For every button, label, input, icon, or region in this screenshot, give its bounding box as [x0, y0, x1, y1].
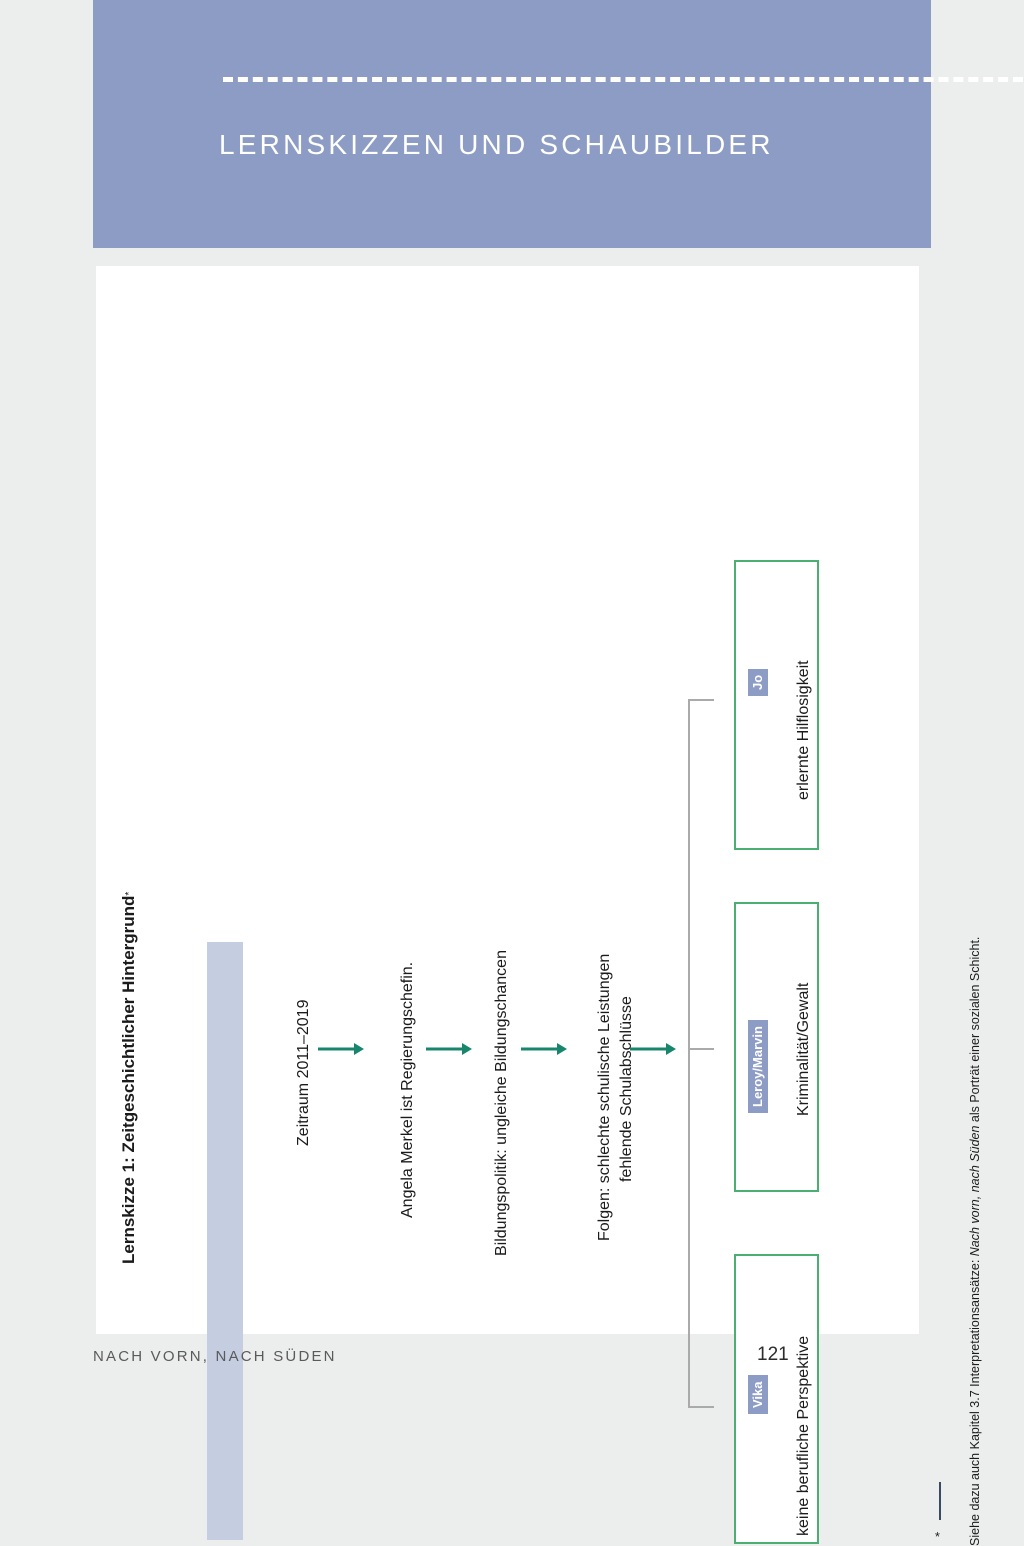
- bracket-branch-middle: [688, 1048, 714, 1050]
- footnote-rule: [939, 1482, 941, 1520]
- bracket-branch-bottom: [688, 1406, 714, 1408]
- bracket-branch-top: [688, 699, 714, 701]
- footer-page-number: 121: [757, 1344, 789, 1365]
- flow-step-2-label: Angela Merkel ist Regierungschefin.: [399, 961, 416, 1218]
- outcome-text-leroy-marvin: Kriminalität/Gewalt: [795, 982, 812, 1116]
- outcome-name-vika: Vika: [748, 1375, 768, 1414]
- page-title: LERNSKIZZEN UND SCHAUBILDER: [219, 129, 774, 160]
- footer-book-title: NACH VORN, NACH SÜDEN: [93, 1348, 337, 1365]
- outcome-name-jo: Jo: [748, 669, 768, 696]
- flow-step-1-label: Zeitraum 2011–2019: [295, 999, 312, 1146]
- flow-arrow-4: [630, 1042, 676, 1056]
- footnote-marker: *: [935, 1530, 940, 1544]
- figure-title-bar: [207, 942, 243, 1540]
- footnote-text-after: als Porträt einer sozialen Schicht.: [968, 936, 982, 1126]
- flow-step-4-line2-label: fehlende Schulabschlüsse: [618, 996, 635, 1182]
- footnote-text-italic: Nach vorn, nach Süden: [968, 1125, 982, 1257]
- header-band: [93, 0, 931, 248]
- figure-title: [111, 676, 147, 1274]
- footnote-text-before: Siehe dazu auch Kapitel 3.7 Interpretationsansätze:: [968, 1256, 982, 1546]
- footnote-text: [968, 937, 982, 1546]
- figure-title-marker: *: [123, 891, 135, 896]
- flow-arrow-1: [318, 1042, 364, 1056]
- header-dashed-rule: [223, 77, 1023, 82]
- outcome-name-leroy-marvin: Leroy/Marvin: [748, 1020, 768, 1113]
- outcome-text-jo: erlernte Hilflosigkeit: [795, 660, 812, 800]
- flow-arrow-3: [521, 1042, 567, 1056]
- flow-step-3-label: Bildungspolitik: ungleiche Bildungschancen: [493, 950, 510, 1256]
- bracket-vertical: [688, 699, 690, 1408]
- outcome-text-vika: keine berufliche Perspektive: [795, 1335, 812, 1536]
- flow-step-4-line1-label: Folgen: schlechte schulische Leistungen: [596, 953, 613, 1241]
- flow-arrow-2: [426, 1042, 472, 1056]
- figure-title-label: Lernskizze 1: Zeitgeschichtlicher Hintergrund: [119, 895, 138, 1264]
